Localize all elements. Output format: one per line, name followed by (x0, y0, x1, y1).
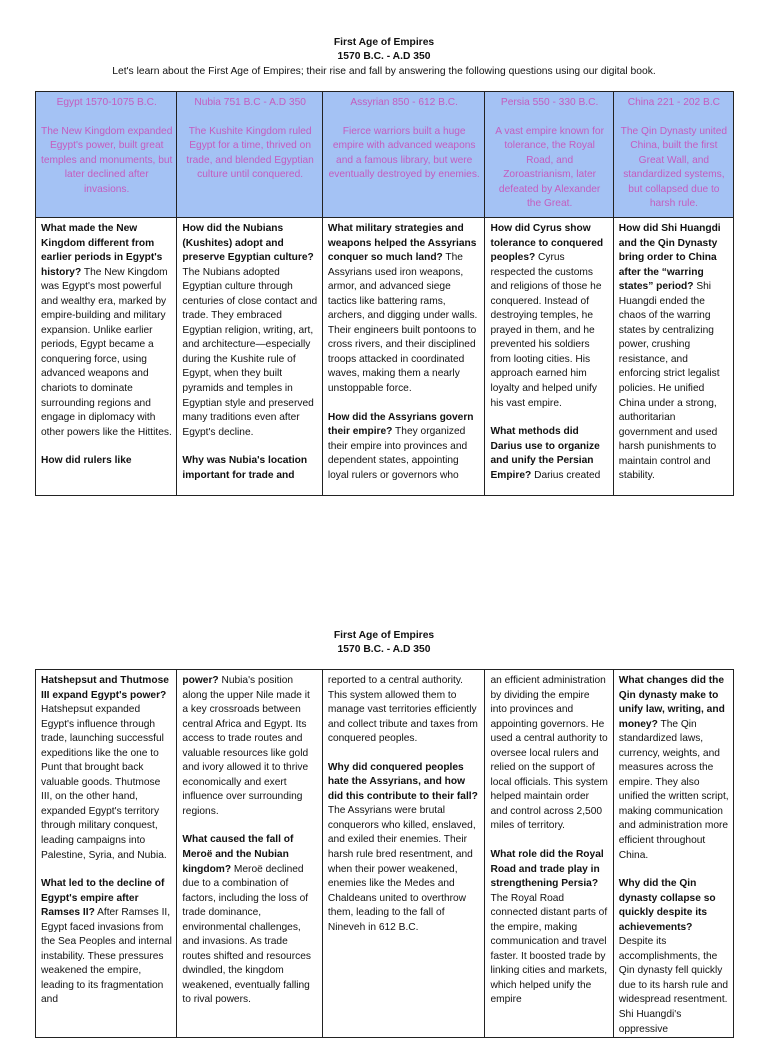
question: Why was Nubia's location important for trade and (182, 455, 308, 481)
answers-cell-egypt (36, 218, 177, 496)
page-title: First Age of Empires (333, 630, 435, 641)
empires-table-continued (35, 669, 734, 1038)
question: What methods did Darius use to organize and unify the Persian Empire? (490, 426, 600, 481)
answers-cell-persia (485, 218, 613, 496)
answers-cell-nubia (177, 670, 322, 1038)
answers-cell-nubia (177, 218, 322, 496)
empire-name: Nubia 751 B.C - A.D 350 (194, 97, 306, 108)
question: What made the New Kingdom different from earlier periods in Egypt's history? (41, 223, 163, 278)
question: power? (182, 675, 219, 686)
question: Why did the Qin dynasty collapse so quickly despite its achievements? (618, 878, 716, 933)
answers-cell-assyria (322, 218, 485, 496)
answer: Despite its accomplishments, the Qin dynasty fell quickly due to its harsh rule and widespread resentment. Shi Huangdi's oppressive (618, 936, 729, 1035)
page-dates: 1570 B.C. - A.D 350 (337, 644, 431, 655)
question: Why did conquered peoples hate the Assyrians, and how did this contribute to their fall? (327, 761, 478, 802)
page-title: First Age of Empires (333, 37, 435, 48)
empire-name: Egypt 1570-1075 B.C. (56, 97, 157, 108)
answer: Darius created (531, 469, 601, 481)
answer: After Ramses II, Egypt faced invasions from the Sea Peoples and internal instability. These pressures weakened the empire, leading to its fragmentation and (41, 907, 172, 1006)
question: What military strategies and weapons helped the Assyrians conquer so much land? (327, 223, 477, 264)
answers-row (36, 218, 734, 496)
question: What led to the decline of Egypt's empire after Ramses II? (41, 878, 165, 919)
intro-text: Let's learn about the First Age of Empires; their rise and fall by answering the following questions using our digital book. (112, 66, 656, 77)
answer: an efficient administration by dividing the empire into provinces and appointing governors. He used a central authority to oversee local rulers and relied on the support of local officials. This system helped maintain order and control across 2,500 miles of territory. (490, 675, 608, 832)
empire-header-row (36, 92, 734, 218)
empire-header-assyria (322, 92, 485, 218)
empire-header-nubia (177, 92, 322, 218)
question: How did Cyrus show tolerance to conquered peoples? (490, 223, 604, 264)
answer: Cyrus respected the customs and religions of those he conquered. Instead of destroying temples, he prayed in them, and he prevented his soldiers from looting cities. His approach earned him loyalty and helped unify his vast empire. (490, 252, 602, 409)
answer: The Assyrians were brutal conquerors who killed, enslaved, and exiled their enemies. Their harsh rule bred resentment, and when their power weakened, enemies like the Medes and Chaldeans united to overthrow them, leading to the fall of Nineveh in 612 B.C. (327, 805, 476, 933)
empire-summary: A vast empire known for tolerance, the Royal Road, and Zoroastrianism, later defeated by Alexander the Great. (495, 125, 604, 210)
question: How did the Assyrians govern their empire? (327, 411, 474, 438)
question: How did the Nubians (Kushites) adopt and preserve Egyptian culture? (182, 223, 314, 264)
document-page-2 (0, 615, 768, 1038)
question: How did rulers like (41, 455, 132, 467)
empire-name: China 221 - 202 B.C (627, 97, 721, 108)
answer: reported to a central authority. This system allowed them to manage vast territories efficiently and collect tribute and taxes from conquered peoples. (327, 675, 478, 745)
answer: The Qin standardized laws, currency, weights, and measures across the empire. They also unified the written script, making communication and administration more efficient throughout China. (618, 718, 729, 861)
empire-header-persia (485, 92, 613, 218)
answer: Meroë declined due to a combination of factors, including the loss of trade dominance, environmental challenges, and invasions. As trade routes shifted and resources dwindled, the kingdom weakened, eventually falling to rival powers. (182, 863, 311, 1006)
empire-header-china (613, 92, 733, 218)
answers-cell-egypt (36, 670, 177, 1038)
answer: Shi Huangdi ended the chaos of the warring states by centralizing power, crushing resistance, and enforcing strict legalist policies. He unified China under a strong, authoritarian government and used harsh punishments to maintain control and stability. (618, 281, 720, 482)
empire-header-egypt (36, 92, 177, 218)
answers-cell-persia (485, 670, 613, 1038)
question: What changes did the Qin dynasty make to unify law, writing, and money? (618, 675, 725, 730)
empire-summary: Fierce warriors built a huge empire with advanced weapons and a famous library, but were eventually destroyed by enemies. (328, 125, 480, 181)
empires-table (35, 91, 734, 496)
answers-cell-china (613, 670, 733, 1038)
empire-summary: The Kushite Kingdom ruled Egypt for a time, thrived on trade, and blended Egyptian culture until conquered. (186, 125, 314, 181)
answer: The New Kingdom was Egypt's most powerful and wealthy era, marked by empire-building and military expansion. Unlike earlier periods, Egypt became a conquering force, using advanced weapons and chariots to dominate surrounding regions and engage in diplomacy with other powers like the Hittites. (41, 266, 172, 438)
question: What role did the Royal Road and trade play in strengthening Persia? (490, 849, 604, 890)
answer: Hatshepsut expanded Egypt's influence through trade, launching successful expeditions like the one to Punt that brought back valuable goods. Thutmose III, on the other hand, expanded Egypt's territory through military conquest, leading campaigns into Palestine, Syria, and Nubia. (41, 704, 167, 861)
answers-cell-china (613, 218, 733, 496)
question: What caused the fall of Meroë and the Nubian kingdom? (182, 834, 294, 875)
answer: The Nubians adopted Egyptian culture through centuries of close contact and trade. They embraced Egyptian religion, writing, art, and architecture—especially during the Kushite rule of Egypt, when they built pyramids and temples in Egyptian style and preserved many traditions even after Egypt's decline. (182, 266, 318, 438)
answer: The Royal Road connected distant parts of the empire, making communication and travel faster. It boosted trade by linking cities and markets, which helped unify the empire (490, 892, 608, 1006)
answers-row (36, 670, 734, 1038)
answer: The Assyrians used iron weapons, armor, and advanced siege tactics like battering rams, archers, and digging under walls. Their engineers built pontoons to cross rivers, and their disciplined troops attacked in coordinated waves, making them a nearly unstoppable force. (327, 252, 478, 395)
empire-summary: The New Kingdom expanded Egypt's power, built great temples and monuments, but later declined after invasions. (41, 125, 173, 195)
empire-summary: The Qin Dynasty united China, built the first Great Wall, and standardized systems, but collapsed due to harsh rule. (620, 125, 728, 210)
answer: They organized their empire into provinces and dependent states, appointing loyal rulers or governors who (327, 426, 468, 481)
page-dates: 1570 B.C. - A.D 350 (337, 51, 431, 62)
empire-name: Assyrian 850 - 612 B.C. (350, 97, 458, 108)
answer: Nubia's position along the upper Nile made it a key crossroads between central Africa and Egypt. Its access to trade routes and valuable resources like gold and ivory allowed it to thrive economically and exert influence over surrounding regions. (182, 675, 310, 817)
document-page-1 (0, 0, 768, 496)
answers-cell-assyria (322, 670, 485, 1038)
empire-name: Persia 550 - 330 B.C. (500, 97, 599, 108)
question: How did Shi Huangdi and the Qin Dynasty bring order to China after the “warring states” period? (618, 223, 721, 293)
question: Hatshepsut and Thutmose III expand Egypt's power? (41, 675, 169, 701)
